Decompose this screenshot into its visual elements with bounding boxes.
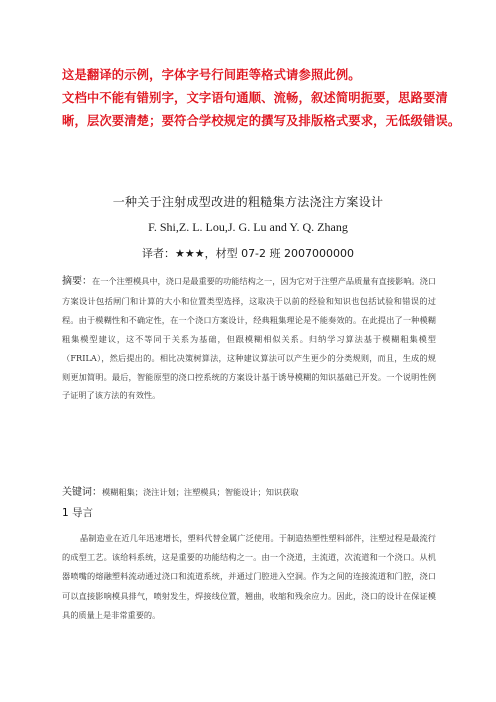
paper-title: 一种关于注射成型改进的粗糙集方法浇注方案设计 — [112, 195, 384, 209]
translator-line: 译者：★★★，材型 07-2 班 2007000000 — [141, 247, 355, 260]
abstract-text: 在一个注塑模具中，浇口是最重要的功能结构之一，因为它对于注塑产品质量有直接影响。浇口方案设计包括闸门和计算的大小和位置类型选择，这取决于以前的经验和知识也包括试验和错误的过程。由于模糊性和不确定性，在一个浇口方案设计，经典粗集理论是不能奏效的。在此提出了一种模糊粗集模型建议，这不等同于关系为基础，但跟模糊相似关系。归纳学习算法基于模糊粗集模型（FRILA），然后提出的。相比决策树算法，这种建议算法可以产生更少的分类规则，而且，生成的规则更加简明。最后，智能原型的浇口控系统的方案设计基于诱导模糊的知识基础已开发。一个说明性例子证明了该方法的有效性。 — [62, 276, 436, 401]
section-heading-introduction: 1 导言 — [62, 507, 94, 519]
abstract-label: 摘要： — [62, 276, 93, 287]
keywords — [62, 483, 442, 502]
keywords-label: 关键词： — [62, 487, 102, 498]
paper-authors: F. Shi,Z. L. Lou,J. G. Lu and Y. Q. Zhang — [148, 220, 348, 234]
notice-line-2: 文档中不能有错别字，文字语句通顺、流畅，叙述简明扼要，思路要清晰，层次要清楚；要符合学校规定的撰写及排版格式要求，无低级错误。 — [62, 91, 461, 128]
introduction-paragraph: 晶制造业在近几年迅速增长，塑料代替金属广泛使用。于制造热塑性塑料部件，注塑过程是最流行的成型工艺。该给料系统，这是重要的功能结构之一。由一个浇道，主流道，次流道和一个浇口。从机器喷嘴的熔融塑料流动通过浇口和流道系统，并通过门腔进入空洞。作为之间的连接流道和门腔，浇口可以直接影响模具排气，喷射发生，焊接线位置，翘曲，收缩和残余应力。因此，浇口的设计在保证模具的质量上是非常重要的。 — [62, 533, 436, 620]
keywords-text: 模糊粗集；浇注计划；注塑模具；智能设计；知识获取 — [102, 487, 299, 497]
abstract — [62, 272, 436, 405]
format-notice — [62, 64, 462, 133]
notice-line-1: 这是翻译的示例，字体字号行间距等格式请参照此例。 — [62, 68, 361, 82]
